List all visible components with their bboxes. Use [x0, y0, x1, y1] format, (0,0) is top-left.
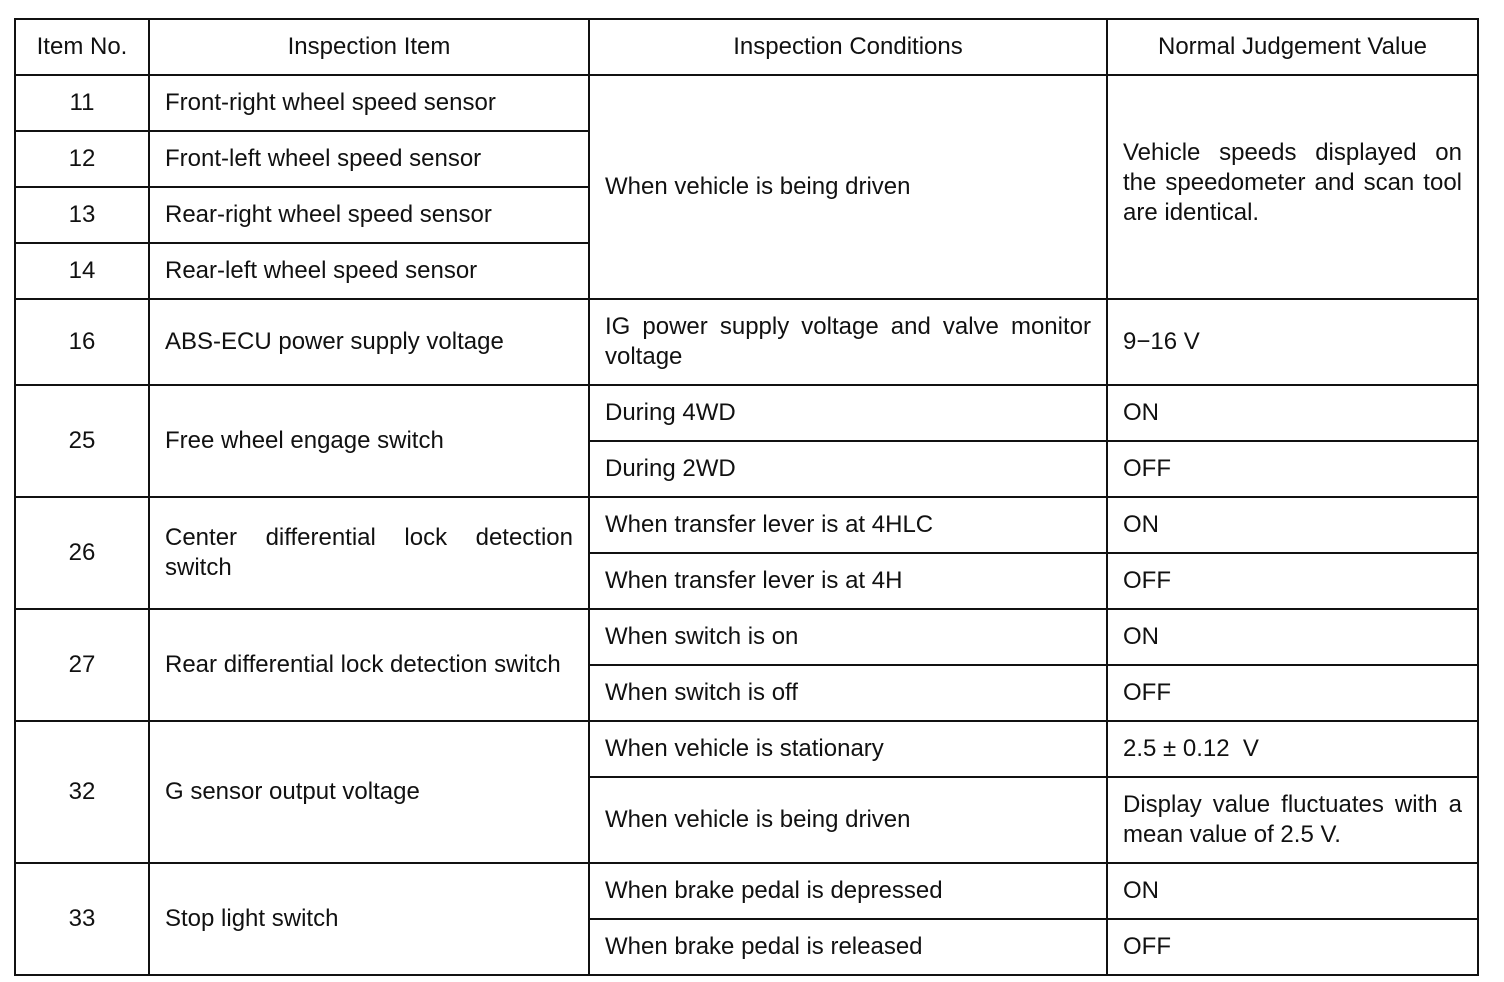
judgement-value-cell: OFF — [1107, 665, 1478, 721]
table-row — [15, 385, 1478, 441]
judgement-value-cell: ON — [1107, 497, 1478, 553]
inspection-item-cell: G sensor output voltage — [149, 721, 589, 863]
inspection-condition-cell: During 4WD — [589, 385, 1107, 441]
judgement-value-cell: 9−16 V — [1107, 299, 1478, 385]
inspection-item-cell: Rear differential lock detection switch — [149, 609, 589, 721]
header-inspection-item: Inspection Item — [149, 19, 589, 75]
inspection-condition-cell: When brake pedal is depressed — [589, 863, 1107, 919]
header-normal-judgement-value: Normal Judgement Value — [1107, 19, 1478, 75]
inspection-item-cell: Center differential lock detection switch — [149, 497, 589, 609]
table-row — [15, 75, 1478, 131]
item-no-cell: 11 — [15, 75, 149, 131]
judgement-value-cell: OFF — [1107, 441, 1478, 497]
item-no-cell: 16 — [15, 299, 149, 385]
header-inspection-conditions: Inspection Conditions — [589, 19, 1107, 75]
item-no-cell: 25 — [15, 385, 149, 497]
item-no-cell: 32 — [15, 721, 149, 863]
inspection-condition-cell: When transfer lever is at 4HLC — [589, 497, 1107, 553]
inspection-condition-cell: During 2WD — [589, 441, 1107, 497]
item-no-cell: 14 — [15, 243, 149, 299]
inspection-condition-cell: When vehicle is stationary — [589, 721, 1107, 777]
inspection-item-cell: Free wheel engage switch — [149, 385, 589, 497]
inspection-condition-cell: When switch is on — [589, 609, 1107, 665]
inspection-condition-cell: When vehicle is being driven — [589, 75, 1107, 299]
inspection-condition-cell: IG power supply voltage and valve monitor voltage — [589, 299, 1107, 385]
table-row — [15, 609, 1478, 665]
table-row — [15, 863, 1478, 919]
inspection-condition-cell: When brake pedal is released — [589, 919, 1107, 975]
judgement-value-cell: ON — [1107, 609, 1478, 665]
judgement-value-cell: OFF — [1107, 553, 1478, 609]
inspection-condition-cell: When vehicle is being driven — [589, 777, 1107, 863]
table-row — [15, 721, 1478, 777]
judgement-value-cell: OFF — [1107, 919, 1478, 975]
header-row — [15, 19, 1478, 75]
inspection-item-cell: Rear-right wheel speed sensor — [149, 187, 589, 243]
header-item-no: Item No. — [15, 19, 149, 75]
judgement-value-cell: ON — [1107, 863, 1478, 919]
table-row — [15, 299, 1478, 385]
judgement-value-cell: 2.5 ± 0.12 V — [1107, 721, 1478, 777]
inspection-condition-cell: When transfer lever is at 4H — [589, 553, 1107, 609]
judgement-value-cell: Vehicle speeds displayed on the speedometer and scan tool are identical. — [1107, 75, 1478, 299]
inspection-item-cell: Stop light switch — [149, 863, 589, 975]
inspection-item-cell: Rear-left wheel speed sensor — [149, 243, 589, 299]
inspection-item-cell: Front-right wheel speed sensor — [149, 75, 589, 131]
item-no-cell: 27 — [15, 609, 149, 721]
item-no-cell: 33 — [15, 863, 149, 975]
judgement-value-cell: ON — [1107, 385, 1478, 441]
inspection-condition-cell: When switch is off — [589, 665, 1107, 721]
inspection-item-cell: Front-left wheel speed sensor — [149, 131, 589, 187]
inspection-table — [14, 18, 1479, 976]
item-no-cell: 12 — [15, 131, 149, 187]
judgement-value-cell: Display value fluctuates with a mean value of 2.5 V. — [1107, 777, 1478, 863]
table-row — [15, 497, 1478, 553]
item-no-cell: 13 — [15, 187, 149, 243]
inspection-item-cell: ABS-ECU power supply voltage — [149, 299, 589, 385]
item-no-cell: 26 — [15, 497, 149, 609]
